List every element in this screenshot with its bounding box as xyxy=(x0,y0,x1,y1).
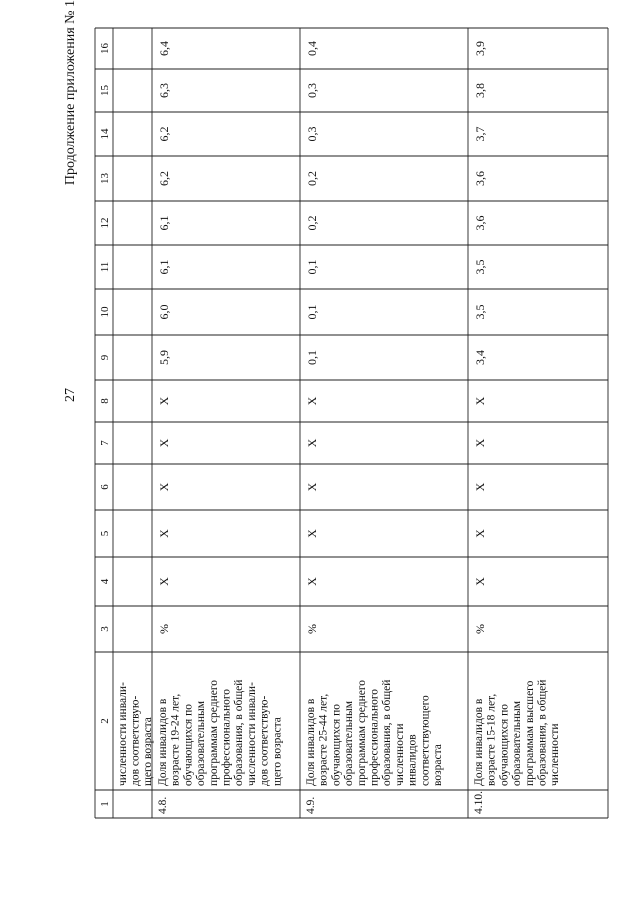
row-value-c11: 0,1 xyxy=(305,259,319,275)
header-cell-12: 12 xyxy=(99,217,111,229)
row-value-c6: X xyxy=(305,482,319,492)
row-description-line: численности инвали- xyxy=(245,682,258,786)
row-description-line: образовательным xyxy=(195,700,208,786)
header-cell-2: 2 xyxy=(99,718,111,724)
row-description-line: программам высшего xyxy=(523,680,536,786)
header-cell-8: 8 xyxy=(99,398,111,404)
row-value-c7: X xyxy=(473,438,487,448)
header-cell-11: 11 xyxy=(99,261,111,273)
row-description-line: численности xyxy=(393,723,406,786)
row-value-c12: 6,1 xyxy=(157,215,171,231)
row-value-c5: X xyxy=(157,529,171,538)
page-number: 27 xyxy=(63,388,78,402)
row-description-line: Доля инвалидов в xyxy=(473,698,485,786)
row-description-line: образовательным xyxy=(343,700,356,786)
row-unit: % xyxy=(157,624,171,634)
row-value-c9: 0,1 xyxy=(305,350,319,365)
header-cell-16: 16 xyxy=(99,43,111,54)
row-value-c16: 6,4 xyxy=(157,41,171,56)
row-description-line: возрасте 19-24 лет, xyxy=(169,693,182,786)
row-description-line: образовательным xyxy=(511,700,524,786)
row-value-c7: X xyxy=(305,438,319,448)
landscape-content xyxy=(63,0,608,818)
row-description-line: соответствующего xyxy=(419,695,432,786)
row-value-c13: 6,2 xyxy=(157,171,171,186)
row-value-c15: 0,3 xyxy=(305,83,319,98)
row-value-c10: 6,0 xyxy=(157,304,171,320)
row-value-c14: 6,2 xyxy=(157,126,171,142)
row-description-line: образования, в общей xyxy=(381,679,394,786)
header-cell-9: 9 xyxy=(99,354,111,361)
row-description-line: возраста xyxy=(432,744,444,786)
row-description-line: обучающихся по xyxy=(330,704,343,786)
row-value-c8: X xyxy=(473,396,487,406)
row-description-line: возрасте 15-18 лет, xyxy=(485,693,498,786)
row-value-c6: X xyxy=(157,482,171,492)
header-cell-1: 1 xyxy=(99,801,111,807)
row-value-c8: X xyxy=(305,396,319,406)
appendix-label: Продолжение приложения № 1 xyxy=(63,0,78,186)
row-value-c11: 6,1 xyxy=(157,259,171,275)
row-description-line: обучающихся по xyxy=(498,704,511,786)
header-cell-15: 15 xyxy=(99,85,111,96)
row-value-c7: X xyxy=(157,438,171,448)
row-value-c5: X xyxy=(305,529,319,538)
header-cell-14: 14 xyxy=(99,128,111,140)
row-number: 4.9. xyxy=(305,796,317,814)
row-value-c14: 0,3 xyxy=(305,126,319,142)
header-cell-7: 7 xyxy=(99,440,111,446)
row-unit: % xyxy=(305,624,319,634)
row-description-line: профессионального xyxy=(220,688,233,786)
row-description-line: Доля инвалидов в xyxy=(157,698,169,786)
row-value-c4: X xyxy=(305,577,319,586)
header-cell-10: 10 xyxy=(99,306,111,318)
row-description-line: инвалидов xyxy=(406,734,419,786)
header-cell-6: 6 xyxy=(99,484,111,490)
row-value-c4: X xyxy=(473,577,487,586)
continuation-text-line: дов соответствую- xyxy=(129,695,142,786)
continuation-text-line: щего возраста xyxy=(142,717,154,786)
row-value-c10: 3,5 xyxy=(473,304,487,320)
row-description-line: Доля инвалидов в xyxy=(305,698,317,786)
row-value-c6: X xyxy=(473,482,487,492)
row-description-line: образования, в общей xyxy=(536,679,549,786)
row-description-line: программам среднего xyxy=(355,679,368,786)
row-value-c15: 6,3 xyxy=(157,83,171,98)
row-description-line: численности xyxy=(549,723,562,786)
row-description-line: программам среднего xyxy=(207,679,220,786)
row-value-c9: 5,9 xyxy=(157,350,171,365)
header-cell-4: 4 xyxy=(99,578,111,585)
row-value-c13: 0,2 xyxy=(305,171,319,186)
row-value-c5: X xyxy=(473,529,487,538)
continuation-text-line: численности инвали- xyxy=(117,682,129,786)
row-value-c10: 0,1 xyxy=(305,304,319,320)
row-value-c13: 3,6 xyxy=(473,171,487,186)
row-value-c15: 3,8 xyxy=(473,83,487,98)
header-cell-3: 3 xyxy=(99,626,111,632)
header-cell-5: 5 xyxy=(99,530,111,537)
row-value-c16: 0,4 xyxy=(305,41,319,56)
row-description-line: образования, в общей xyxy=(233,679,246,786)
row-description-line: щего возраста xyxy=(271,717,284,786)
row-description-line: возрасте 25-44 лет, xyxy=(317,693,330,786)
row-description-line: профессионального xyxy=(368,688,381,786)
row-value-c16: 3,9 xyxy=(473,41,487,56)
row-description-line: обучающихся по xyxy=(182,704,195,786)
row-number: 4.10. xyxy=(473,791,485,814)
row-value-c12: 0,2 xyxy=(305,215,319,231)
row-value-c14: 3,7 xyxy=(473,126,487,142)
table-cells xyxy=(99,41,561,814)
row-value-c8: X xyxy=(157,396,171,406)
header-cell-13: 13 xyxy=(99,173,111,184)
row-value-c4: X xyxy=(157,577,171,586)
row-value-c11: 3,5 xyxy=(473,259,487,275)
row-value-c12: 3,6 xyxy=(473,215,487,231)
row-number: 4.8. xyxy=(157,796,169,814)
row-description-line: дов соответствую- xyxy=(258,695,271,786)
row-unit: % xyxy=(473,624,487,634)
row-value-c9: 3,4 xyxy=(473,350,487,365)
